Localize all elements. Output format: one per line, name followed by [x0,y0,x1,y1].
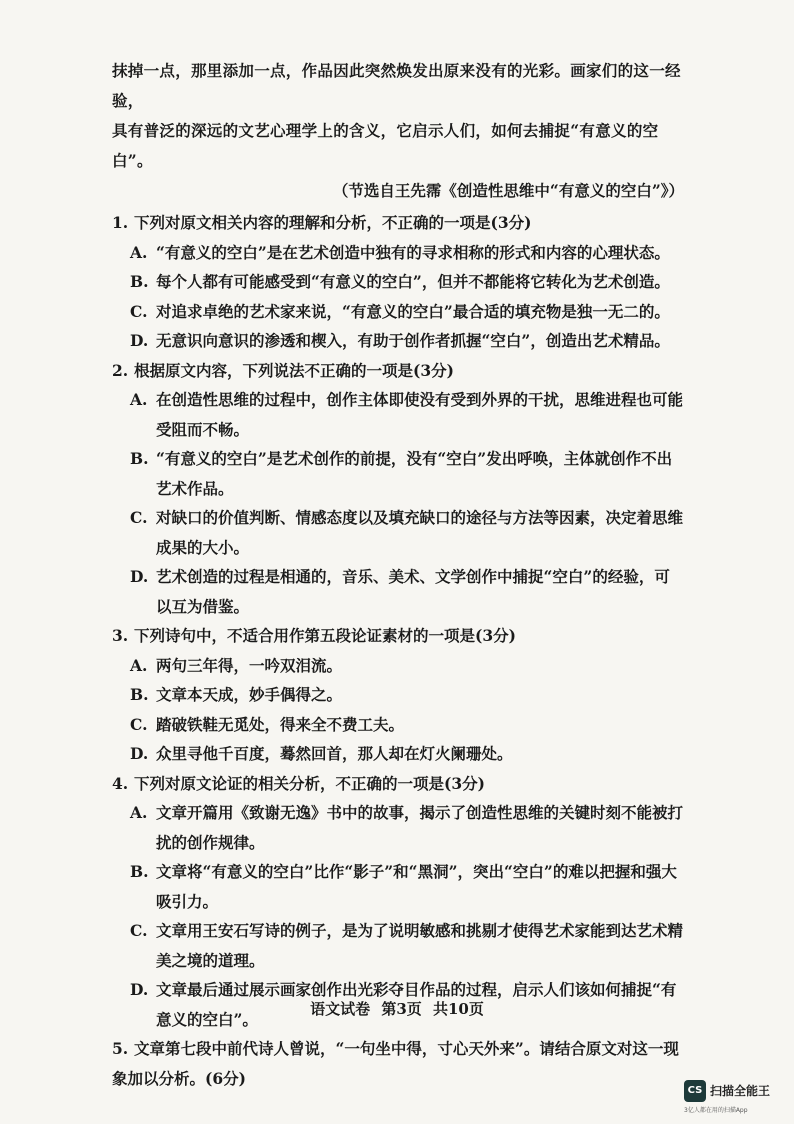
answer-option [112,385,684,444]
option-letter: A. [130,390,148,409]
answer-option [112,238,684,268]
answer-option [112,739,684,769]
option-text: 对追求卓绝的艺术家来说，“有意义的空白”最合适的填充物是独一无二的。 [156,301,670,321]
option-letter: C. [130,508,148,527]
answer-option [112,710,684,740]
question-3 [112,621,684,769]
option-letter: B. [130,272,149,291]
option-letter: D. [130,744,149,763]
answer-option [112,503,684,562]
camscanner-logo-icon: CS [684,1080,706,1102]
option-text: 众里寻他千百度，蓦然回首，那人却在灯火阑珊处。 [156,744,513,763]
question-stem [112,769,684,799]
scanner-watermark [684,1078,784,1118]
option-letter: B. [130,862,149,881]
question-2 [112,356,684,622]
option-text: 文章最后通过展示画家创作出光彩夺目作品的过程，启示人们该如何捕捉“有意义的空白”。 [156,980,677,1029]
question-number: 5. [112,1039,129,1058]
option-text: “有意义的空白”是在艺术创造中独有的寻求相称的形式和内容的心理状态。 [156,242,670,262]
question-stem [112,208,684,238]
question-stem [112,356,684,386]
question-5 [112,1034,684,1093]
option-letter: A. [130,655,148,675]
answer-option [112,444,684,503]
option-letter: D. [130,331,149,350]
answer-option [112,326,684,356]
answer-option [112,562,684,621]
watermark-title: 扫描全能王 [710,1084,771,1098]
question-text: 下列诗句中，不适合用作第五段论证素材的一项是(3分) [134,626,516,645]
option-letter: B. [130,449,149,468]
question-list [112,208,684,1093]
option-text: 文章将“有意义的空白”比作“影子”和“黑洞”，突出“空白”的难以把握和强大吸引力。 [156,862,677,911]
passage-line-2: 具有普泛的深远的文艺心理学上的含义，它启示人们，如何去捕捉“有意义的空白”。 [112,121,659,170]
page-footer: 语文试卷 第3页 共10页 [310,1000,484,1018]
option-text: 文章本天成，妙手偶得之。 [156,685,343,704]
answer-option [112,857,684,916]
option-text: 在创造性思维的过程中，创作主体即使没有受到外界的干扰，思维进程也可能受阻而不畅。 [156,390,684,439]
question-text: 下列对原文相关内容的理解和分析，不正确的一项是(3分) [134,213,532,232]
question-number: 1. [112,213,129,232]
option-text: 每个人都有可能感受到“有意义的空白”，但并不都能将它转化为艺术创造。 [156,272,670,291]
question-stem [112,1034,684,1093]
option-text: 对缺口的价值判断、情感态度以及填充缺口的途径与方法等因素，决定着思维成果的大小。 [156,508,684,557]
question-number: 4. [112,773,129,793]
option-letter: A. [130,242,148,262]
option-text: 无意识向意识的渗透和楔入，有助于创作者抓握“空白”，创造出艺术精品。 [156,331,670,350]
option-letter: C. [130,301,148,321]
question-1 [112,208,684,356]
question-number: 2. [112,360,129,380]
option-letter: D. [130,980,149,999]
option-letter: C. [130,921,148,940]
watermark-subtitle: 3亿人都在用的扫描App [684,1107,748,1114]
answer-option [112,267,684,297]
option-text: 两句三年得，一吟双泪流。 [156,655,343,675]
passage-line-1: 抹掉一点，那里添加一点，作品因此突然焕发出原来没有的光彩。画家们的这一经验， [112,61,681,110]
option-text: 艺术创造的过程是相通的，音乐、美术、文学创作中捕捉“空白”的经验，可以互为借鉴。 [156,567,670,616]
option-text: 文章开篇用《致谢无逸》书中的故事，揭示了创造性思维的关键时刻不能被打扰的创作规律。 [156,803,684,852]
question-text: 根据原文内容，下列说法不正确的一项是(3分) [134,360,454,380]
answer-option [112,680,684,710]
question-4 [112,769,684,1035]
option-letter: A. [130,803,148,822]
answer-option [112,297,684,327]
question-number: 3. [112,626,129,645]
question-text: 文章第七段中前代诗人曾说，“一句坐中得，寸心天外来”。请结合原文对这一现象加以分析。(6分) [112,1039,679,1088]
option-text: “有意义的空白”是艺术创作的前提，没有“空白”发出呼唤，主体就创作不出艺术作品。 [156,449,673,498]
question-stem [112,621,684,651]
option-letter: D. [130,567,149,586]
answer-option [112,798,684,857]
answer-option [112,916,684,975]
option-letter: B. [130,685,149,704]
option-text: 踏破铁鞋无觅处，得来全不费工夫。 [156,714,405,734]
option-letter: C. [130,714,148,734]
question-text: 下列对原文论证的相关分析，不正确的一项是(3分) [134,773,485,793]
passage-source: （节选自王先霈《创造性思维中“有意义的空白”》） [332,181,684,200]
option-text: 文章用王安石写诗的例子，是为了说明敏感和挑剔才使得艺术家能到达艺术精美之境的道理。 [156,921,684,970]
answer-option [112,651,684,681]
